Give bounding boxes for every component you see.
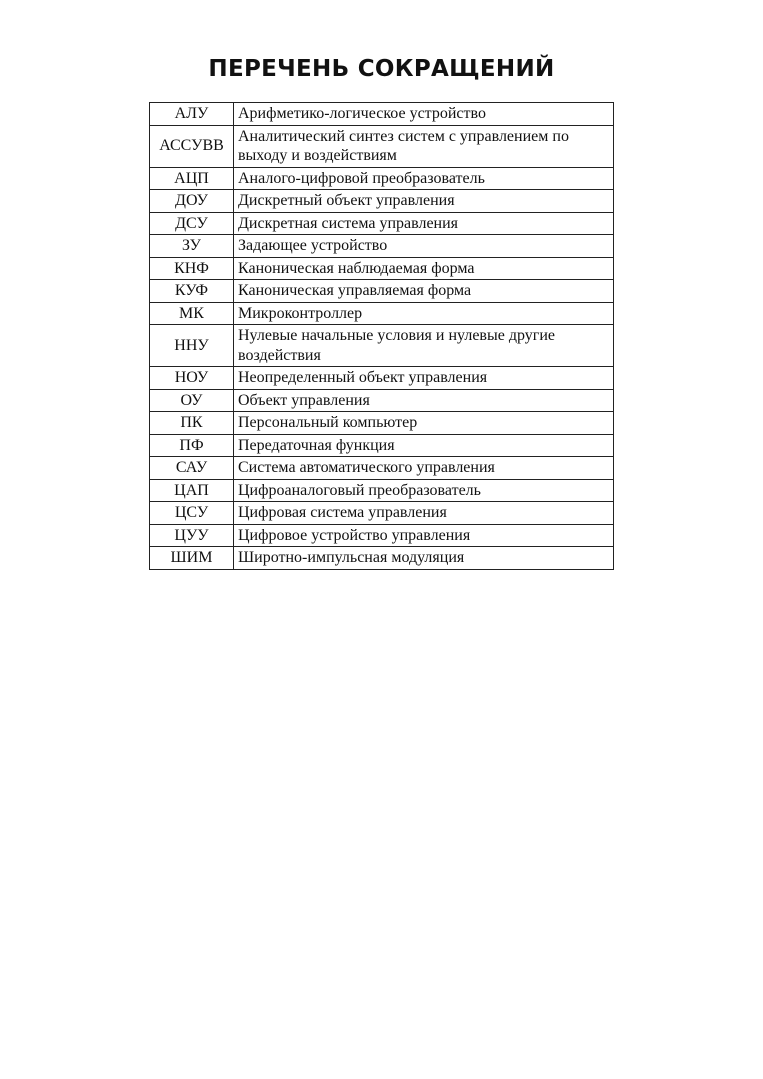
table-row bbox=[150, 502, 614, 525]
abbreviation-cell: АЛУ bbox=[150, 103, 234, 126]
abbreviation-cell: САУ bbox=[150, 457, 234, 480]
table-row bbox=[150, 302, 614, 325]
description-cell: Каноническая управляемая форма bbox=[234, 280, 614, 303]
abbreviation-cell: АЦП bbox=[150, 167, 234, 190]
description-cell: Широтно-импульсная модуляция bbox=[234, 547, 614, 570]
description-cell: Персональный компьютер bbox=[234, 412, 614, 435]
abbreviation-cell: КУФ bbox=[150, 280, 234, 303]
abbreviations-table bbox=[149, 102, 614, 570]
table-row bbox=[150, 479, 614, 502]
abbreviation-cell: ПФ bbox=[150, 434, 234, 457]
description-cell: Цифроаналоговый преобразователь bbox=[234, 479, 614, 502]
description-cell: Каноническая наблюдаемая форма bbox=[234, 257, 614, 280]
description-cell: Цифровая система управления bbox=[234, 502, 614, 525]
abbreviation-cell: ПК bbox=[150, 412, 234, 435]
table-row bbox=[150, 125, 614, 167]
abbreviation-cell: ЦУУ bbox=[150, 524, 234, 547]
table-row bbox=[150, 434, 614, 457]
table-row bbox=[150, 412, 614, 435]
abbreviation-cell: ДСУ bbox=[150, 212, 234, 235]
table-row bbox=[150, 325, 614, 367]
table-row bbox=[150, 235, 614, 258]
table-row bbox=[150, 457, 614, 480]
description-cell: Система автоматического управления bbox=[234, 457, 614, 480]
abbreviation-cell: ННУ bbox=[150, 325, 234, 367]
abbreviation-cell: ЦАП bbox=[150, 479, 234, 502]
table-row bbox=[150, 167, 614, 190]
abbreviations-table-body bbox=[150, 103, 614, 570]
table-row bbox=[150, 547, 614, 570]
description-cell: Дискретная система управления bbox=[234, 212, 614, 235]
abbreviation-cell: ШИМ bbox=[150, 547, 234, 570]
table-row bbox=[150, 524, 614, 547]
abbreviation-cell: ЦСУ bbox=[150, 502, 234, 525]
table-row bbox=[150, 190, 614, 213]
table-row bbox=[150, 212, 614, 235]
abbreviation-cell: ДОУ bbox=[150, 190, 234, 213]
abbreviation-cell: НОУ bbox=[150, 367, 234, 390]
description-cell: Аналитический синтез систем с управлением по выходу и воздействиям bbox=[234, 125, 614, 167]
description-cell: Задающее устройство bbox=[234, 235, 614, 258]
page-title: ПЕРЕЧЕНЬ СОКРАЩЕНИЙ bbox=[208, 56, 555, 82]
description-cell: Дискретный объект управления bbox=[234, 190, 614, 213]
abbreviation-cell: АССУВВ bbox=[150, 125, 234, 167]
description-cell: Арифметико-логическое устройство bbox=[234, 103, 614, 126]
table-row bbox=[150, 389, 614, 412]
description-cell: Нулевые начальные условия и нулевые другие воздействия bbox=[234, 325, 614, 367]
description-cell: Микроконтроллер bbox=[234, 302, 614, 325]
table-row bbox=[150, 257, 614, 280]
table-row bbox=[150, 367, 614, 390]
abbreviation-cell: ОУ bbox=[150, 389, 234, 412]
description-cell: Неопределенный объект управления bbox=[234, 367, 614, 390]
abbreviation-cell: МК bbox=[150, 302, 234, 325]
table-row bbox=[150, 103, 614, 126]
description-cell: Цифровое устройство управления bbox=[234, 524, 614, 547]
description-cell: Аналого-цифровой преобразователь bbox=[234, 167, 614, 190]
description-cell: Объект управления bbox=[234, 389, 614, 412]
abbreviation-cell: ЗУ bbox=[150, 235, 234, 258]
description-cell: Передаточная функция bbox=[234, 434, 614, 457]
abbreviation-cell: КНФ bbox=[150, 257, 234, 280]
table-row bbox=[150, 280, 614, 303]
